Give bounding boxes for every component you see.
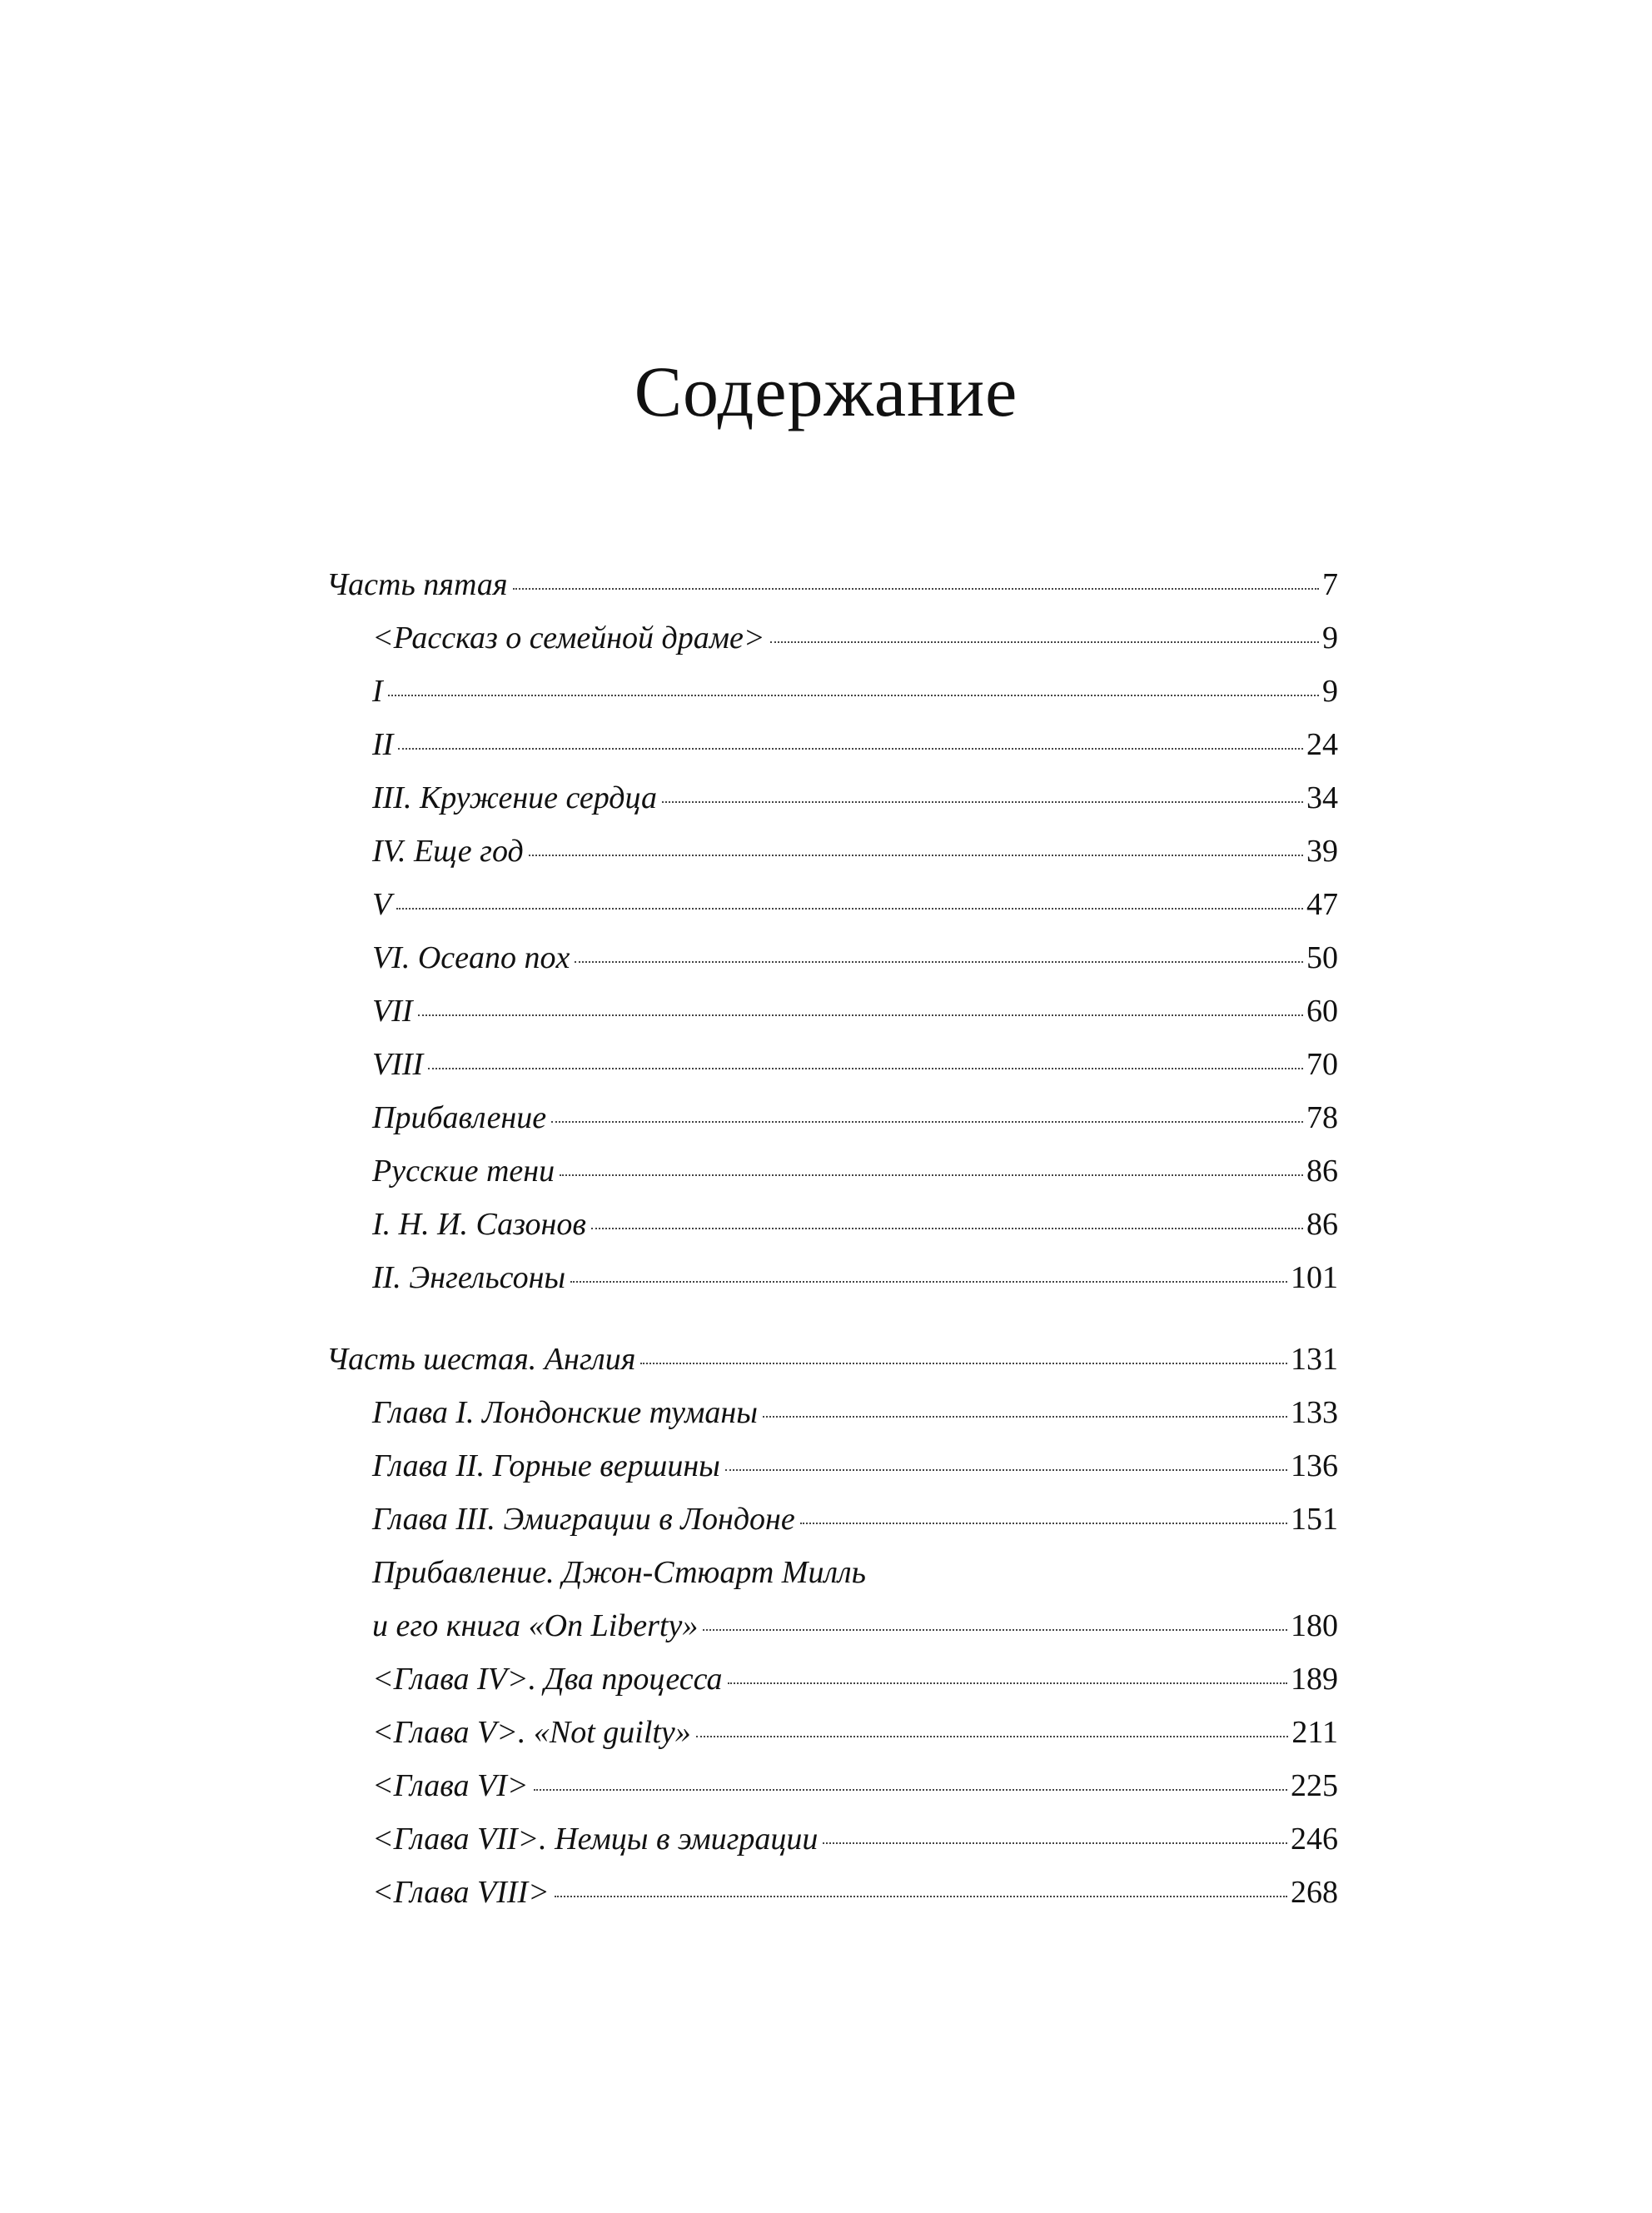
dot-leader xyxy=(728,1682,1288,1684)
toc-entry-title: <Рассказ о семейной драме> xyxy=(372,621,765,655)
toc-page-number: 131 xyxy=(1291,1342,1338,1377)
dot-leader xyxy=(398,748,1303,750)
toc-page-number: 86 xyxy=(1306,1154,1338,1189)
toc-page-number: 133 xyxy=(1291,1395,1338,1430)
toc-part-heading[interactable] xyxy=(326,558,1338,611)
toc-page-number: 60 xyxy=(1306,994,1338,1029)
toc-entry-line2 xyxy=(372,1599,1338,1652)
toc-page-number: 24 xyxy=(1306,727,1338,762)
toc-entry[interactable] xyxy=(326,984,1338,1038)
dot-leader xyxy=(800,1523,1287,1524)
toc-page-number: 50 xyxy=(1306,940,1338,975)
toc-entry-title: VI. Oceano nox xyxy=(372,940,570,975)
toc-entry-title: Часть пятая xyxy=(326,567,508,602)
toc-section-part-six xyxy=(326,1333,1338,1919)
dot-leader xyxy=(388,695,1319,696)
dot-leader xyxy=(551,1121,1303,1123)
toc-page-number: 9 xyxy=(1322,621,1338,655)
dot-leader xyxy=(763,1416,1287,1418)
toc-entry-title: Прибавление xyxy=(372,1100,547,1135)
dot-leader xyxy=(823,1842,1287,1844)
toc-entry-title: I xyxy=(372,674,383,709)
dot-leader xyxy=(418,1014,1303,1016)
dot-leader xyxy=(770,641,1319,643)
toc-entry[interactable] xyxy=(326,611,1338,665)
toc-entry-title: II xyxy=(372,727,394,762)
toc-page-number: 78 xyxy=(1306,1100,1338,1135)
toc-page-number: 246 xyxy=(1291,1822,1338,1857)
toc-entry-title: III. Кружение сердца xyxy=(372,780,657,815)
dot-leader xyxy=(725,1469,1287,1471)
toc-entry-title: <Глава IV>. Два процесса xyxy=(372,1662,723,1697)
toc-section-part-five xyxy=(326,558,1338,1304)
dot-leader xyxy=(696,1736,1289,1737)
toc-page-number: 70 xyxy=(1306,1047,1338,1082)
toc-entry-title: V xyxy=(372,887,392,922)
toc-part-heading[interactable] xyxy=(326,1333,1338,1386)
toc-page-number: 9 xyxy=(1322,674,1338,709)
toc-entry[interactable] xyxy=(326,1091,1338,1144)
toc-page-number: 101 xyxy=(1291,1260,1338,1295)
dot-leader xyxy=(662,801,1303,803)
toc-entry-title: <Глава VI> xyxy=(372,1768,529,1803)
dot-leader xyxy=(534,1789,1287,1791)
page-title: Содержание xyxy=(634,351,1018,431)
dot-leader xyxy=(529,855,1303,856)
toc-entry[interactable] xyxy=(326,1251,1338,1304)
dot-leader xyxy=(570,1281,1287,1283)
toc-entry-title: IV. Еще год xyxy=(372,834,524,869)
toc-entry-title: <Глава V>. «Not guilty» xyxy=(372,1715,691,1750)
toc-page-number: 86 xyxy=(1306,1207,1338,1242)
toc-entry-title: Глава II. Горные вершины xyxy=(372,1448,720,1483)
toc-entry[interactable] xyxy=(326,1198,1338,1251)
toc-entry-title: VII xyxy=(372,994,413,1029)
toc-page-number: 268 xyxy=(1291,1875,1338,1910)
toc-entry-title: Глава I. Лондонские туманы xyxy=(372,1395,758,1430)
toc-entry[interactable] xyxy=(326,1144,1338,1198)
toc-entry-title: и его книга «On Liberty» xyxy=(372,1608,699,1643)
toc-entry[interactable] xyxy=(326,665,1338,718)
toc-entry-title: <Глава VII>. Немцы в эмиграции xyxy=(372,1822,819,1857)
toc-page-number: 211 xyxy=(1291,1715,1338,1750)
toc-page-number: 225 xyxy=(1291,1768,1338,1803)
toc-entry-title: Глава III. Эмиграции в Лондоне xyxy=(372,1502,795,1537)
toc-page-number: 151 xyxy=(1291,1502,1338,1537)
toc-entry-title: Русские тени xyxy=(372,1154,555,1189)
toc-entry[interactable] xyxy=(326,1652,1338,1706)
toc-entry[interactable] xyxy=(326,1038,1338,1091)
dot-leader xyxy=(513,588,1319,590)
toc-entry-title: VIII xyxy=(372,1047,424,1082)
dot-leader xyxy=(560,1174,1303,1176)
toc-entry[interactable] xyxy=(326,1546,1338,1652)
toc-entry-title: Часть шестая. Англия xyxy=(326,1342,636,1377)
toc-entry-title: II. Энгельсоны xyxy=(372,1260,566,1295)
toc-page-number: 180 xyxy=(1291,1608,1338,1643)
toc-entry[interactable] xyxy=(326,825,1338,878)
toc-entry[interactable] xyxy=(326,1866,1338,1919)
dot-leader xyxy=(575,961,1303,963)
dot-leader xyxy=(428,1068,1303,1069)
toc-entry-title: I. Н. И. Сазонов xyxy=(372,1207,586,1242)
table-of-contents xyxy=(326,558,1338,1919)
toc-entry[interactable] xyxy=(326,1386,1338,1439)
toc-page-number: 34 xyxy=(1306,780,1338,815)
toc-entry-title: <Глава VIII> xyxy=(372,1875,550,1910)
dot-leader xyxy=(703,1629,1287,1631)
toc-page-number: 7 xyxy=(1322,567,1338,602)
toc-page-number: 47 xyxy=(1306,887,1338,922)
dot-leader xyxy=(640,1363,1287,1364)
toc-entry[interactable] xyxy=(326,771,1338,825)
dot-leader xyxy=(396,908,1303,910)
toc-entry[interactable] xyxy=(326,1493,1338,1546)
dot-leader xyxy=(555,1896,1287,1897)
toc-entry-title-line1: Прибавление. Джон-Стюарт Милль xyxy=(372,1555,866,1590)
dot-leader xyxy=(591,1228,1303,1229)
toc-entry[interactable] xyxy=(326,1759,1338,1812)
toc-page-number: 39 xyxy=(1306,834,1338,869)
toc-entry[interactable] xyxy=(326,718,1338,771)
toc-entry[interactable] xyxy=(326,1812,1338,1866)
toc-entry[interactable] xyxy=(326,1439,1338,1493)
toc-entry[interactable] xyxy=(326,878,1338,931)
toc-entry[interactable] xyxy=(326,931,1338,984)
toc-page-number: 136 xyxy=(1291,1448,1338,1483)
toc-entry[interactable] xyxy=(326,1706,1338,1759)
toc-page-number: 189 xyxy=(1291,1662,1338,1697)
